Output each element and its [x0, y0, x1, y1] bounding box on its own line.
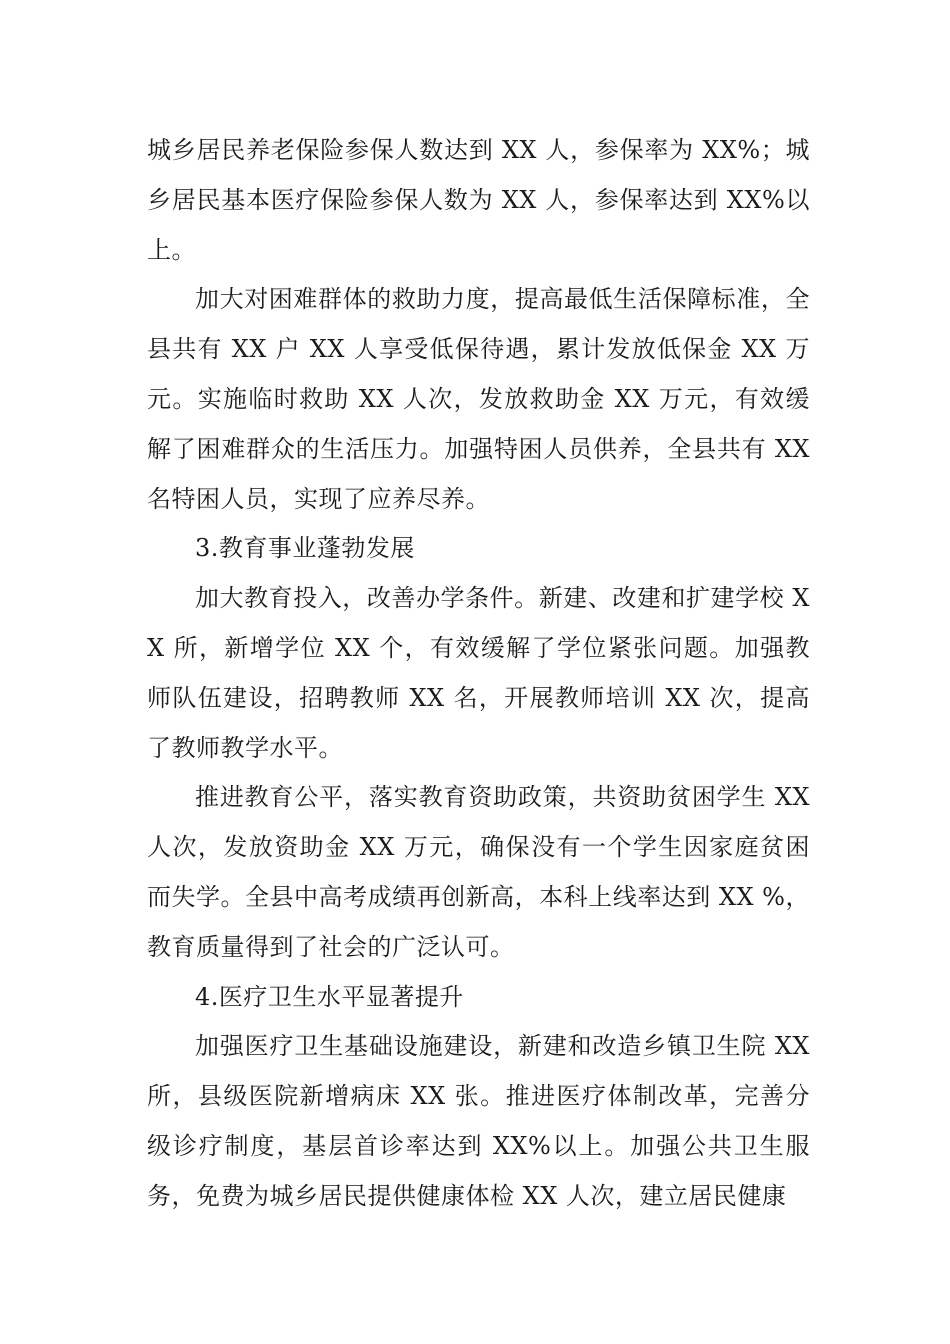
document-body [147, 126, 810, 1222]
paragraph-social-assistance: 加大对困难群体的救助力度，提高最低生活保障标准，全县共有 XX 户 XX 人享受低保待遇，累计发放低保金 XX 万元。实施临时救助 XX 人次，发放救助金 XX 万元，有效缓解了困难群众的生活压力。加强特困人员供养，全县共有 XX 名特困人员，实现了应养尽养。 [147, 285, 810, 513]
paragraph-pension-insurance: 城乡居民养老保险参保人数达到 XX 人，参保率为 XX%；城乡居民基本医疗保险参保人数为 XX 人，参保率达到 XX%以上。 [147, 136, 810, 264]
section-heading-education: 3.教育事业蓬勃发展 [195, 534, 415, 563]
paragraph-education-equity: 推进教育公平，落实教育资助政策，共资助贫困学生 XX 人次，发放资助金 XX 万元，确保没有一个学生因家庭贫困而失学。全县中高考成绩再创新高，本科上线率达到 XX %，教育质量得到了社会的广泛认可。 [147, 783, 810, 961]
section-heading-healthcare: 4.医疗卫生水平显著提升 [195, 982, 464, 1011]
paragraph-education-investment: 加大教育投入，改善办学条件。新建、改建和扩建学校 XX 所，新增学位 XX 个，有效缓解了学位紧张问题。加强教师队伍建设，招聘教师 XX 名，开展教师培训 XX 次，提高了教师教学水平。 [147, 584, 810, 762]
paragraph-healthcare-infrastructure: 加强医疗卫生基础设施建设，新建和改造乡镇卫生院 XX 所，县级医院新增病床 XX 张。推进医疗体制改革，完善分级诊疗制度，基层首诊率达到 XX%以上。加强公共卫生服务，免费为城乡居民提供健康体检 XX 人次，建立居民健康 [147, 1032, 810, 1210]
